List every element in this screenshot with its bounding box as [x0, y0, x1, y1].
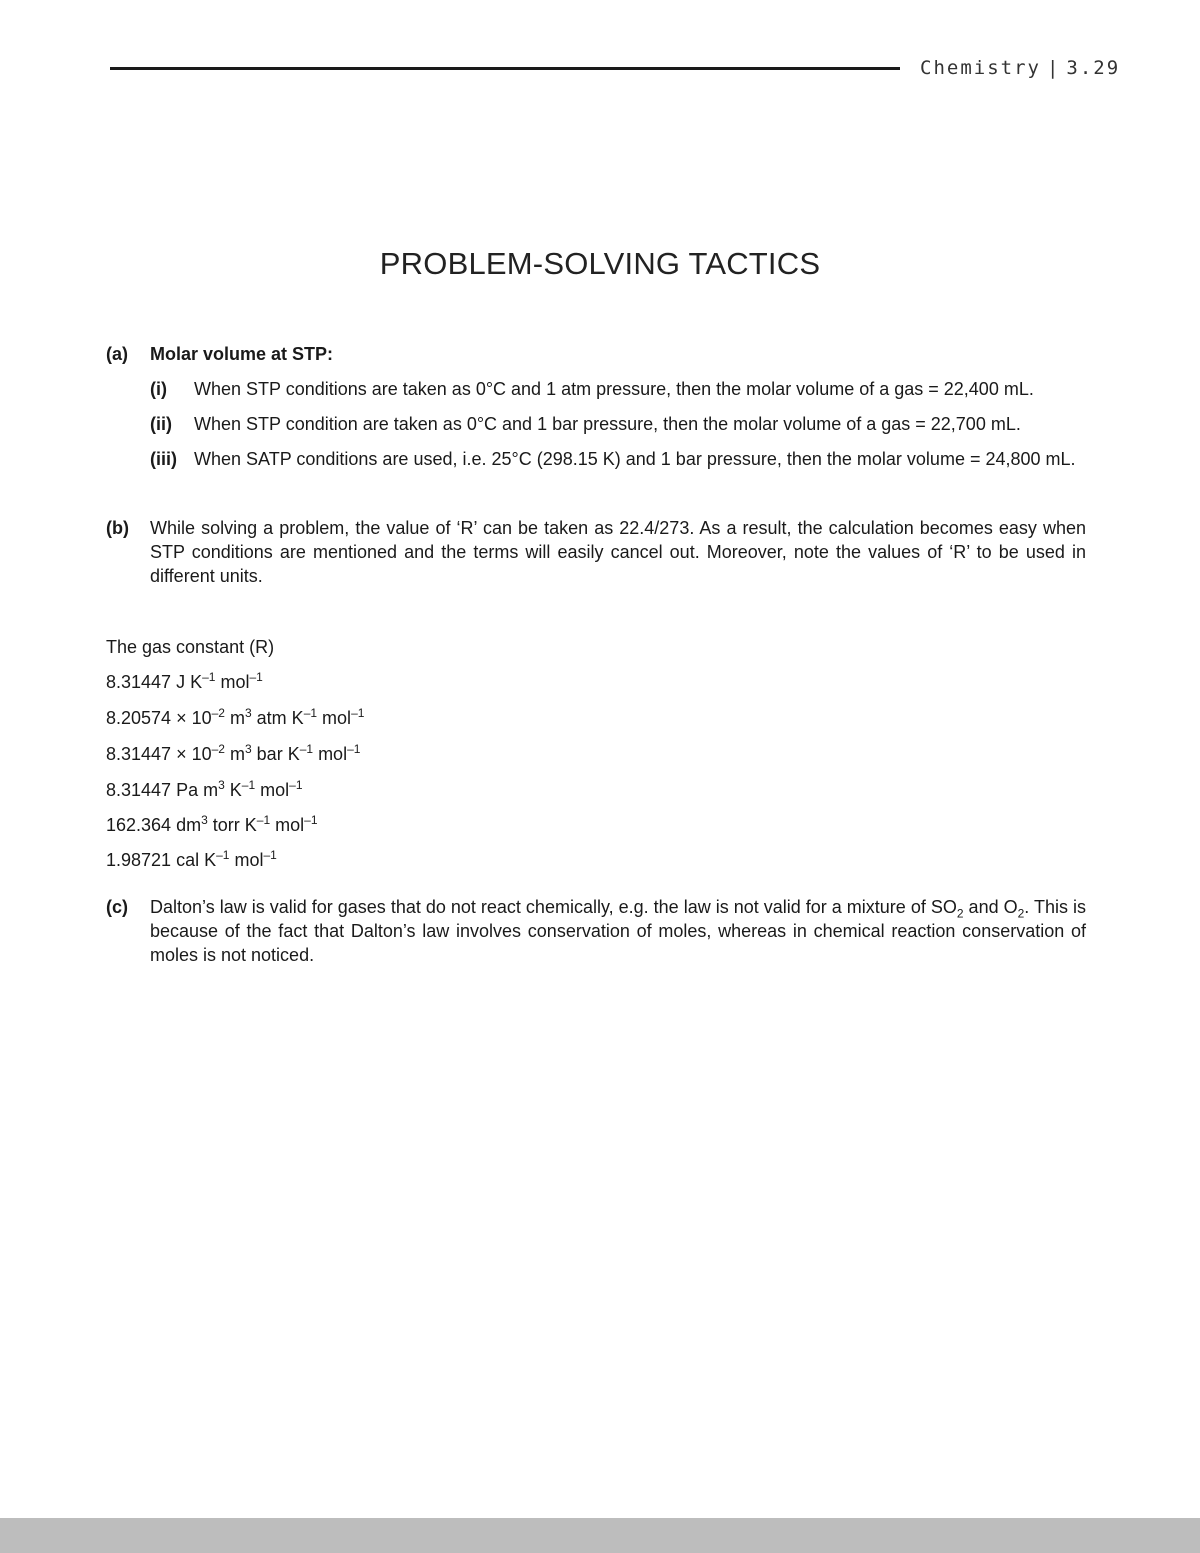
- unit-text: bar K: [251, 744, 300, 764]
- unit-text: × 10: [171, 744, 212, 764]
- superscript: –1: [241, 778, 256, 792]
- unit-text: mol: [215, 672, 250, 692]
- unit-text: cal K: [171, 850, 217, 870]
- gas-constant-value: 1.98721: [106, 850, 172, 870]
- header-subject: Chemistry: [920, 57, 1041, 79]
- running-header: [920, 57, 1120, 79]
- gas-constant-units: [171, 672, 263, 692]
- subscript: 2: [1017, 906, 1025, 921]
- gas-constant-units: [171, 780, 302, 800]
- item-text: When SATP conditions are used, i.e. 25°C (298.15 K) and 1 bar pressure, then the molar volume = 24,800 mL.: [194, 449, 1076, 469]
- gas-constant-row: [106, 813, 318, 837]
- unit-text: m: [224, 708, 245, 728]
- page-title: PROBLEM-SOLVING TACTICS: [379, 246, 821, 281]
- section-c-text: [150, 895, 1086, 967]
- section-b-text: While solving a problem, the value of ‘R’ can be taken as 22.4/273. As a result, the calculation becomes easy when STP conditions are mentioned and the terms will easily cancel out. Moreover, note the values of ‘R’ to be used in different units.: [150, 518, 1086, 586]
- gas-constant-value: 8.31447: [106, 780, 172, 800]
- gas-constant-title: The gas constant (R): [106, 637, 275, 657]
- footer-band: [0, 1518, 1200, 1553]
- gas-constant-units: [171, 708, 364, 728]
- gas-constant-value: 8.31447: [106, 672, 172, 692]
- gas-constant-value: 8.31447: [106, 744, 172, 764]
- unit-text: mol: [270, 815, 305, 835]
- item-text: When STP condition are taken as 0°C and 1 bar pressure, then the molar volume of a gas = 22,700 mL.: [194, 414, 1021, 434]
- paragraph-text: and O: [963, 897, 1018, 917]
- unit-text: K: [224, 780, 242, 800]
- section-b-marker: (b): [106, 518, 129, 538]
- section-c: [106, 895, 1086, 967]
- gas-constant-value: 162.364: [106, 815, 172, 835]
- superscript: 3: [244, 742, 252, 756]
- unit-text: mol: [313, 744, 348, 764]
- unit-text: × 10: [171, 708, 212, 728]
- unit-text: Pa m: [171, 780, 219, 800]
- paragraph-text: Dalton’s law is valid for gases that do not react chemically, e.g. the law is not valid for a mixture of SO: [150, 897, 957, 917]
- unit-text: mol: [229, 850, 264, 870]
- superscript: 3: [244, 706, 252, 720]
- superscript: 3: [201, 813, 208, 827]
- unit-text: J K: [171, 672, 203, 692]
- superscript: –1: [256, 813, 271, 827]
- superscript: –1: [351, 706, 365, 720]
- gas-constant-units: [171, 815, 317, 835]
- gas-constant-row: [106, 742, 360, 766]
- superscript: –1: [216, 848, 230, 862]
- gas-constant-row: [106, 670, 263, 694]
- item-marker: (i): [150, 379, 167, 399]
- section-a-marker: (a): [106, 344, 128, 364]
- header-rule: [110, 67, 900, 70]
- unit-text: torr K: [207, 815, 257, 835]
- header-separator: |: [1046, 57, 1061, 79]
- superscript: –2: [211, 742, 225, 756]
- unit-text: dm: [171, 815, 202, 835]
- section-b: [106, 516, 1086, 588]
- superscript: –1: [249, 670, 263, 684]
- header-page-number: 3.29: [1066, 57, 1121, 79]
- unit-text: m: [224, 744, 245, 764]
- superscript: –1: [289, 778, 303, 792]
- superscript: –2: [211, 706, 225, 720]
- gas-constant-value: 8.20574: [106, 708, 172, 728]
- gas-constant-row: [106, 848, 277, 872]
- gas-constant-units: [171, 850, 277, 870]
- paragraph-text: . This is because of the fact that Dalton’s law involves conservation of moles, whereas in chemical reaction conservation of moles is not noticed.: [150, 897, 1086, 965]
- gas-constant-units: [171, 744, 360, 764]
- gas-constant-row: [106, 706, 364, 730]
- item-marker: (iii): [150, 449, 177, 469]
- superscript: –1: [304, 813, 318, 827]
- superscript: –1: [299, 742, 314, 756]
- section-a-heading: Molar volume at STP:: [150, 344, 334, 364]
- superscript: –1: [202, 670, 216, 684]
- superscript: –1: [303, 706, 318, 720]
- section-c-marker: (c): [106, 897, 128, 917]
- item-marker: (ii): [150, 414, 172, 434]
- unit-text: mol: [255, 780, 290, 800]
- unit-text: atm K: [251, 708, 304, 728]
- item-text: When STP conditions are taken as 0°C and 1 atm pressure, then the molar volume of a gas = 22,400 mL.: [194, 379, 1034, 399]
- superscript: –1: [347, 742, 361, 756]
- subscript: 2: [956, 906, 964, 921]
- superscript: 3: [218, 778, 225, 792]
- superscript: –1: [263, 848, 277, 862]
- unit-text: mol: [317, 708, 352, 728]
- gas-constant-row: [106, 778, 303, 802]
